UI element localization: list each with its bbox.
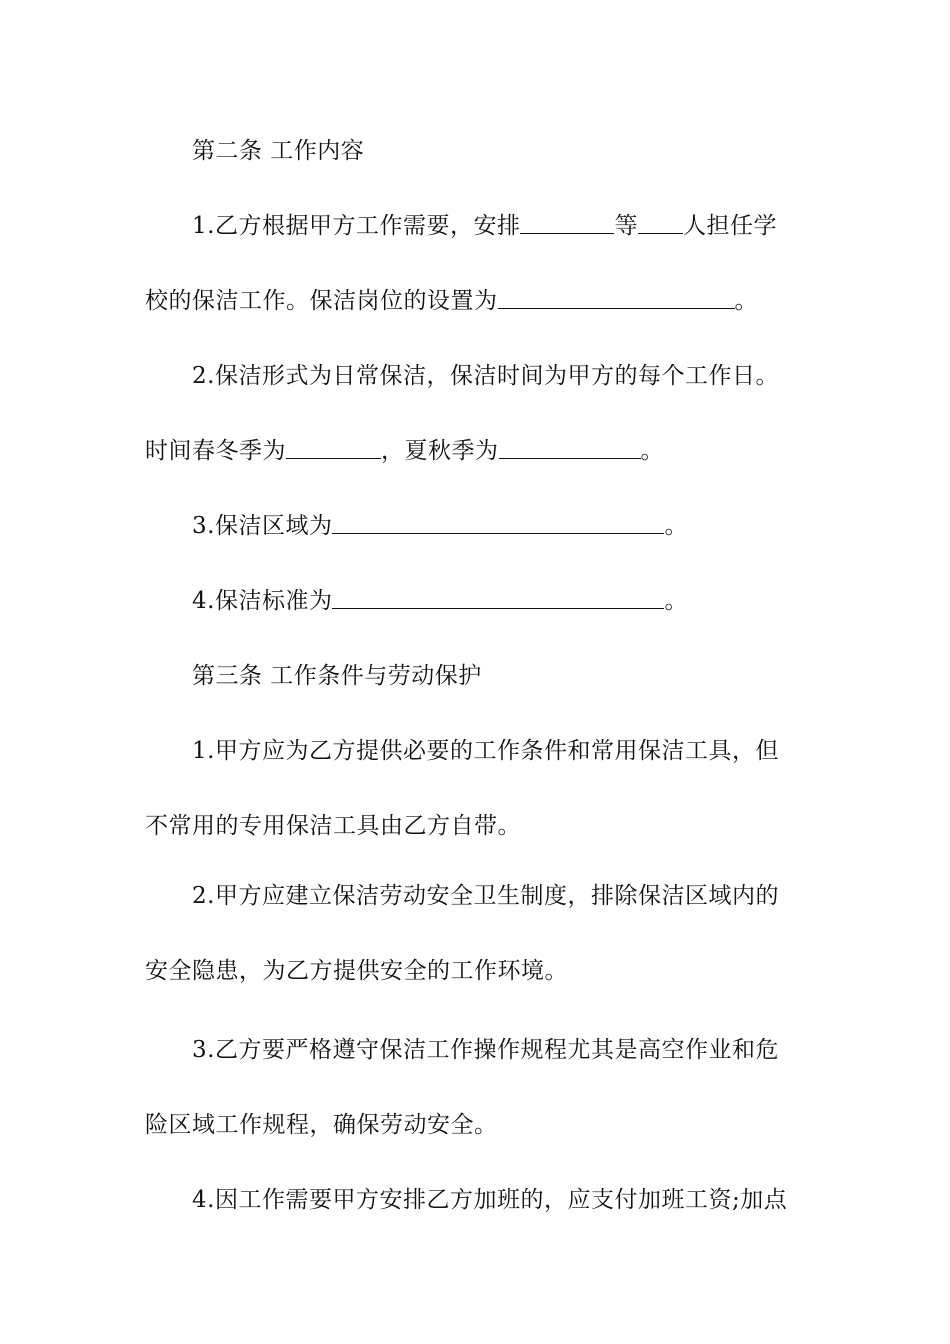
article-3-heading-text: 第三条 工作条件与劳动保护: [192, 663, 482, 689]
article-3-item-2-line-1: [192, 876, 857, 916]
item-text: 险区域工作规程，确保劳动安全。: [145, 1112, 498, 1138]
article-2-item-4: [192, 581, 857, 621]
article-3-item-1-line-2: [145, 806, 810, 846]
article-3-item-4-line-1: [192, 1180, 857, 1220]
item-text: 。: [664, 513, 688, 539]
item-text: 。: [664, 588, 688, 614]
item-text: 不常用的专用保洁工具由乙方自带。: [145, 813, 521, 839]
item-text: 3.乙方要严格遵守保洁工作操作规程尤其是高空作业和危: [192, 1037, 779, 1063]
fill-in-blank: [498, 286, 735, 309]
article-2-item-1-line-2: [145, 281, 810, 321]
article-2-item-2-line-1: [192, 356, 857, 396]
item-text: 2.甲方应建立保洁劳动安全卫生制度，排除保洁区域内的: [192, 883, 779, 909]
item-text: 安全隐患，为乙方提供安全的工作环境。: [145, 958, 568, 984]
item-text: ，夏秋季为: [381, 438, 499, 464]
article-2-heading-text: 第二条 工作内容: [192, 138, 365, 164]
item-text: 等: [614, 213, 638, 239]
item-text: 人担任学: [682, 213, 777, 239]
fill-in-blank: [286, 436, 381, 459]
article-3-item-3-line-2: [145, 1105, 810, 1145]
item-text: 4.保洁标准为: [192, 588, 333, 614]
item-text: 4.因工作需要甲方安排乙方加班的，应支付加班工资;加点: [192, 1187, 788, 1213]
article-2-item-3: [192, 506, 857, 546]
item-text: 1.甲方应为乙方提供必要的工作条件和常用保洁工具，但: [192, 738, 779, 764]
article-2-item-1-line-1: [192, 206, 857, 246]
article-2-heading: [192, 131, 857, 171]
item-text: 。: [640, 438, 664, 464]
fill-in-blank: [332, 511, 664, 534]
item-text: 时间春冬季为: [145, 438, 286, 464]
item-text: 。: [734, 288, 758, 314]
article-3-item-2-line-2: [145, 951, 810, 991]
fill-in-blank: [520, 211, 614, 234]
item-text: 3.保洁区域为: [192, 513, 333, 539]
item-text: 校的保洁工作。保洁岗位的设置为: [145, 288, 498, 314]
fill-in-blank: [499, 436, 641, 459]
article-3-item-1-line-1: [192, 731, 857, 771]
article-3-heading: [192, 656, 857, 696]
article-3-item-3-line-1: [192, 1030, 857, 1070]
fill-in-blank: [638, 211, 683, 234]
fill-in-blank: [332, 586, 664, 609]
item-text: 1.乙方根据甲方工作需要，安排: [192, 213, 521, 239]
item-text: 2.保洁形式为日常保洁，保洁时间为甲方的每个工作日。: [192, 363, 779, 389]
article-2-item-2-line-2: [145, 431, 810, 471]
